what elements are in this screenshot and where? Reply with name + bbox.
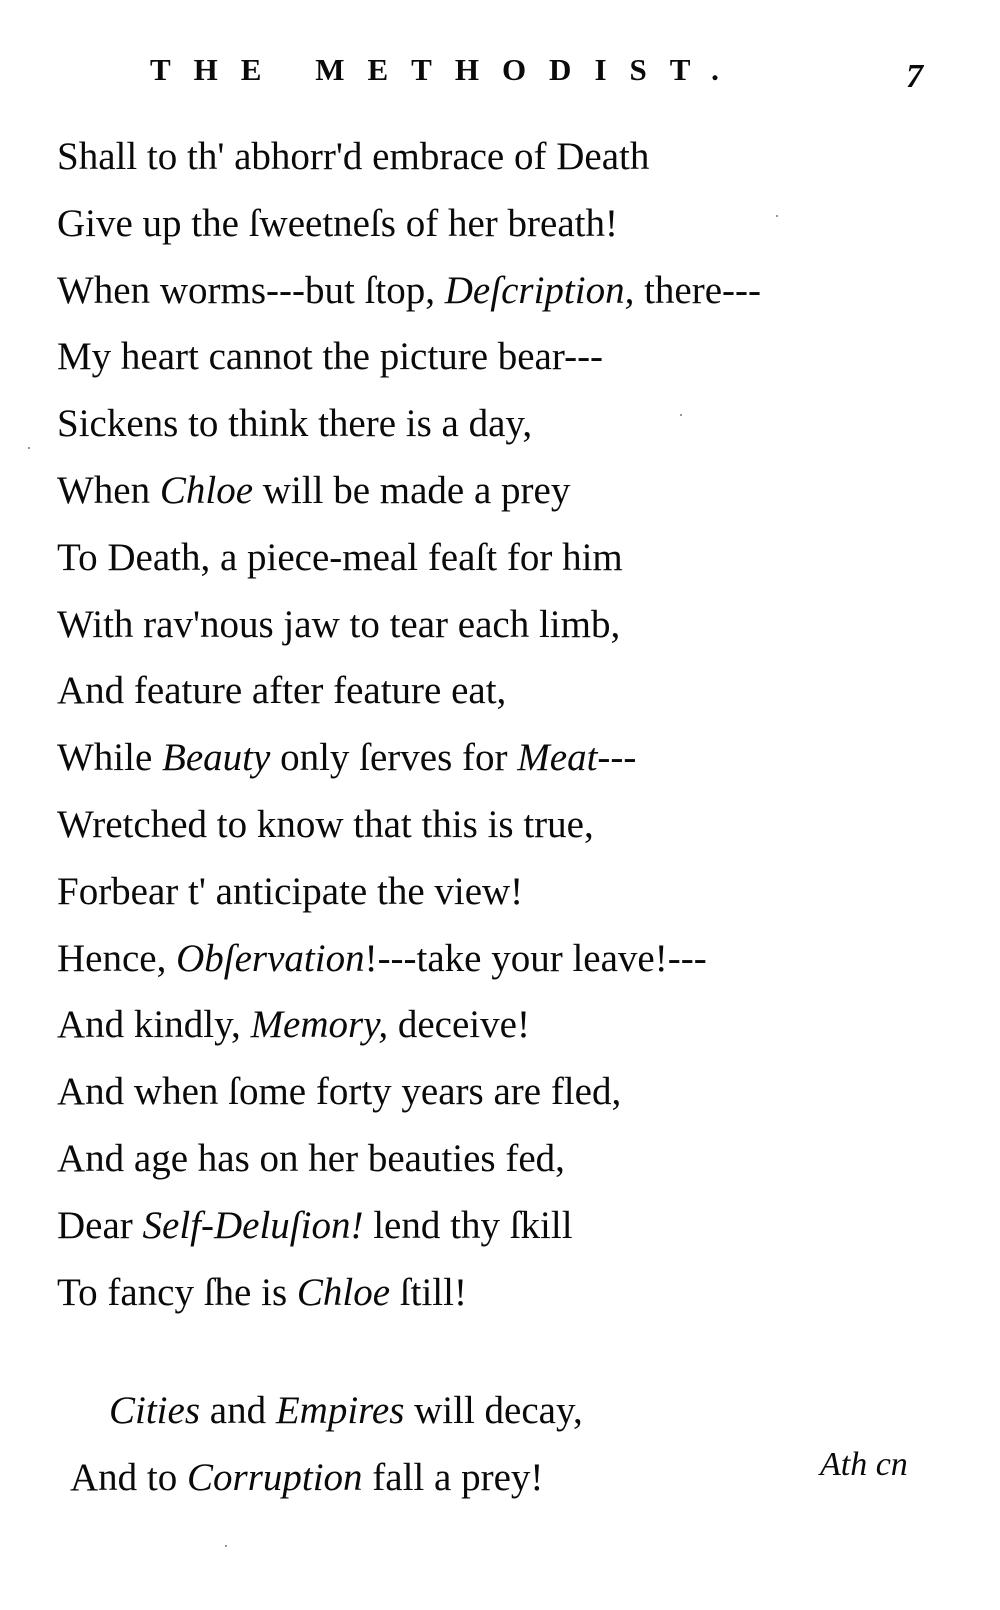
paper-speck xyxy=(28,447,30,449)
poem-line xyxy=(57,191,761,258)
line-text: Hence, xyxy=(57,936,177,980)
line-text: there--- xyxy=(634,268,761,312)
poem-line xyxy=(70,1444,583,1511)
italic-text: Meat--- xyxy=(517,736,637,780)
italic-text: Chloe xyxy=(159,468,254,512)
line-text: Forbear t' anticipate the view! xyxy=(57,869,524,913)
line-text: And kindly, xyxy=(57,1003,251,1047)
italic-text: Cities xyxy=(109,1389,201,1432)
poem-line xyxy=(57,725,761,792)
poem-line xyxy=(70,1377,583,1444)
line-text: deceive! xyxy=(388,1003,530,1047)
poem-stanza xyxy=(70,1377,583,1511)
poem-line xyxy=(57,324,761,391)
line-text: and xyxy=(200,1389,276,1432)
line-text: And to xyxy=(70,1456,187,1499)
line-text: While xyxy=(57,736,163,780)
italic-text: Deſcription, xyxy=(444,268,635,312)
paper-speck xyxy=(680,414,682,416)
poem-line xyxy=(57,1059,761,1126)
poem-line xyxy=(57,992,761,1059)
poem-line xyxy=(57,391,761,458)
italic-text: Beauty xyxy=(162,736,271,780)
poem-line xyxy=(57,1260,761,1327)
poem-line xyxy=(57,926,761,993)
line-text: Dear xyxy=(57,1203,143,1247)
poem-line xyxy=(57,792,761,859)
poem-line xyxy=(57,458,761,525)
line-text: fall a prey! xyxy=(362,1456,544,1499)
line-text: only ſerves for xyxy=(270,736,518,780)
line-text: To Death, a piece-meal feaſt for him xyxy=(57,535,623,579)
line-text: Shall to th' abhorr'd embrace of Death xyxy=(57,135,650,178)
poem-line xyxy=(57,525,761,592)
line-text: !---take your leave!--- xyxy=(364,936,707,980)
paper-speck xyxy=(776,215,778,217)
paper-speck xyxy=(225,1545,227,1547)
line-text: My heart cannot the picture bear--- xyxy=(57,335,604,379)
poem-line xyxy=(57,1126,761,1193)
italic-text: Corruption xyxy=(187,1456,363,1499)
italic-text: Empires xyxy=(275,1389,405,1432)
line-text: With rav'nous jaw to tear each limb, xyxy=(57,602,621,646)
line-text: Wretched to know that this is true, xyxy=(57,802,594,846)
line-text: will be made a prey xyxy=(253,468,571,512)
poem-line xyxy=(57,592,761,659)
poem-line xyxy=(57,658,761,725)
page-number: 7 xyxy=(906,58,923,95)
running-head: THE METHODIST. xyxy=(150,52,742,87)
line-text: Sickens to think there is a day, xyxy=(57,402,533,446)
line-text: And age has on her beauties fed, xyxy=(57,1136,565,1180)
catchword: Ath cn xyxy=(820,1446,908,1483)
line-text: ſtill! xyxy=(390,1270,467,1314)
italic-text: Chloe xyxy=(296,1270,391,1314)
line-text: To fancy ſhe is xyxy=(57,1270,297,1314)
poem-line xyxy=(57,1193,761,1260)
poem-stanza xyxy=(57,124,761,1326)
italic-text: Self-Deluſion! xyxy=(142,1203,364,1247)
line-text: When xyxy=(57,468,160,512)
line-text: And when ſome forty years are fled, xyxy=(57,1070,622,1114)
line-text: And feature after feature eat, xyxy=(57,669,507,713)
poem-line xyxy=(57,859,761,926)
poem-line xyxy=(57,258,761,325)
line-text: lend thy ſkill xyxy=(363,1203,573,1247)
poem-line xyxy=(57,124,761,191)
line-text xyxy=(70,1389,109,1432)
line-text: When worms---but ſtop, xyxy=(57,268,445,312)
italic-text: Memory, xyxy=(250,1003,389,1047)
line-text: will decay, xyxy=(404,1389,583,1432)
line-text: Give up the ſweetneſs of her breath! xyxy=(57,201,618,245)
italic-text: Obſervation xyxy=(176,936,365,980)
